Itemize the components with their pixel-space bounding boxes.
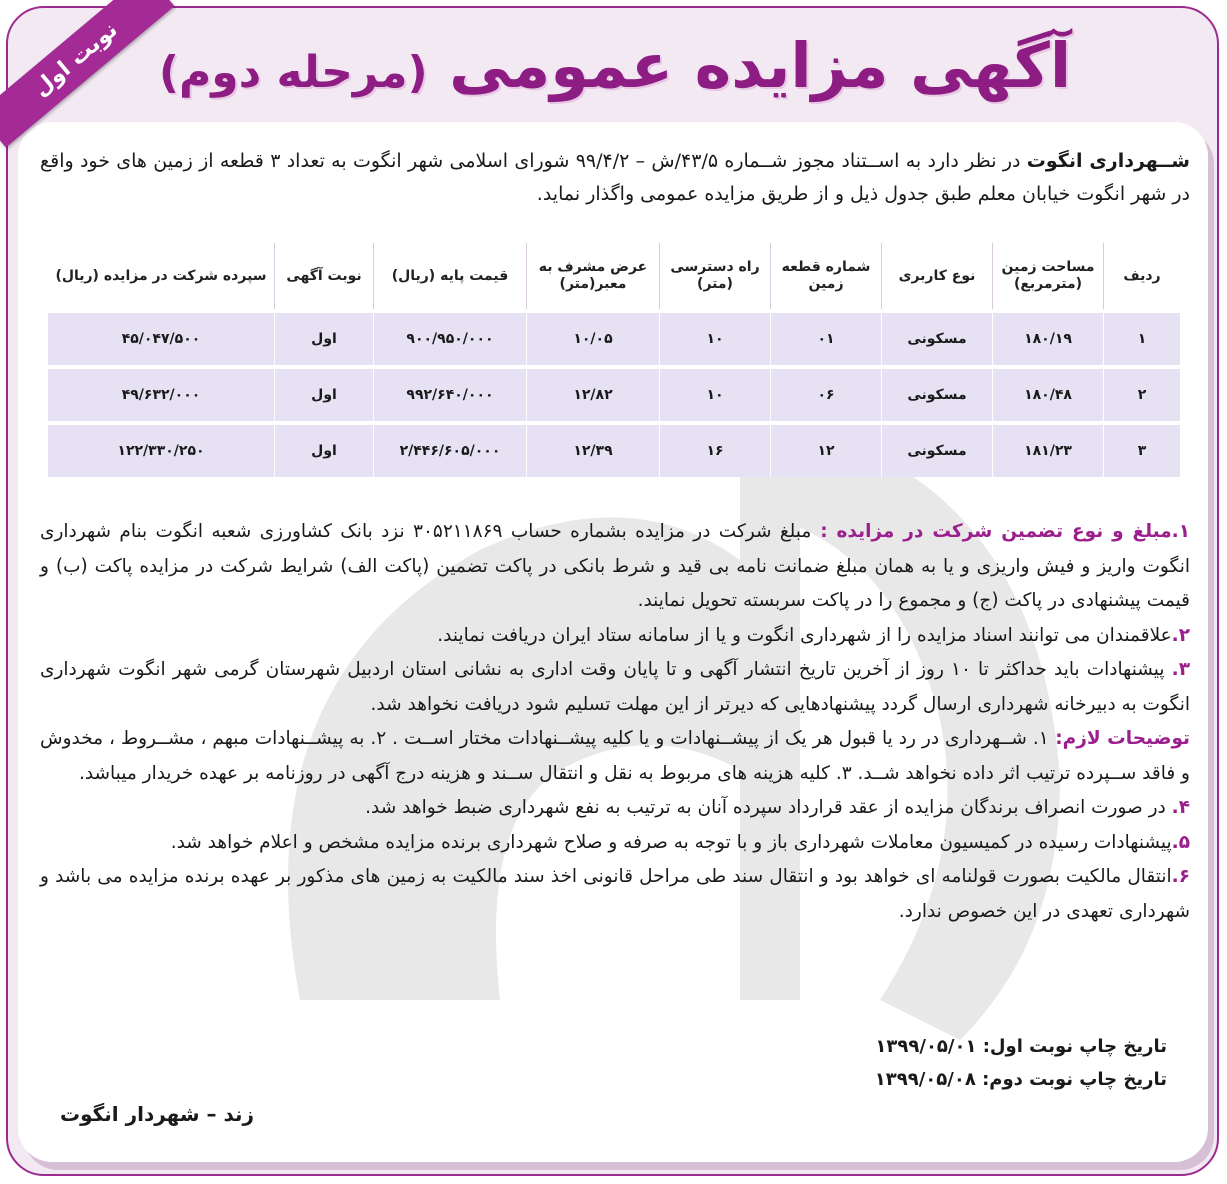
col-access-road: راه دسترسی (متر) — [659, 243, 770, 309]
col-row: ردیف — [1103, 243, 1180, 309]
cell: ۹۰۰/۹۵۰/۰۰۰ — [373, 309, 526, 365]
cell: ۴۵/۰۴۷/۵۰۰ — [48, 309, 274, 365]
intro-text: در نظر دارد به اســتناد مجوز شــماره ۴۳/۵/ش – ۹۹/۴/۲ شورای اسلامی شهر انگوت به تعداد ۳ قطعه از زمین های خود واقع در شهر انگوت خیابان معلم طبق جدول ذیل و از طریق مزایده عمومی واگذار نماید. — [40, 150, 1190, 205]
notes-text: ۱. شــهرداری در رد یا قبول هر یک از پیشــنهادات و یا کلیه پیشــنهادات مختار اســت . ۲. به پیشــنهادات مبهم ، مشــروط ، مخدوش و فاقد ســپرده ترتیب اثر داده نخواهد شــد. ۳. کلیه هزینه های مربوط به نقل و انتقال ســند و هزینه درج آگهی در روزنامه بر عهده خریدار میباشد. — [40, 728, 1190, 784]
cell: ۱۸۰/۱۹ — [992, 309, 1103, 365]
col-base-price: قیمت پایه (ریال) — [373, 243, 526, 309]
cell: ۱۲/۸۲ — [526, 365, 659, 421]
intro-paragraph — [40, 145, 1190, 211]
date-second-print: تاریخ چاپ نوبت دوم: ۱۳۹۹/۰۵/۰۸ — [874, 1069, 1167, 1090]
cell: ۴۹/۶۳۲/۰۰۰ — [48, 365, 274, 421]
cell: ۱ — [1103, 309, 1180, 365]
land-table — [48, 243, 1180, 477]
publication-dates — [875, 1030, 1167, 1096]
clause-6 — [40, 860, 1190, 929]
notes — [40, 722, 1190, 791]
cell: ۱۲ — [770, 421, 881, 477]
col-frontage: عرض مشرف به معبر(متر) — [526, 243, 659, 309]
clause-3 — [40, 653, 1190, 722]
page-title — [150, 18, 1080, 114]
table-row — [48, 309, 1180, 365]
cell: ۱۰/۰۵ — [526, 309, 659, 365]
clause-1 — [40, 515, 1190, 619]
cell: ۹۹۲/۶۴۰/۰۰۰ — [373, 365, 526, 421]
col-area: مساحت زمین (مترمربع) — [992, 243, 1103, 309]
cell: ۲ — [1103, 365, 1180, 421]
clause-2 — [40, 619, 1190, 654]
clause-5 — [40, 826, 1190, 861]
clause-4-number: ۴. — [1171, 797, 1190, 818]
cell: اول — [274, 421, 373, 477]
clause-2-number: ۲. — [1171, 624, 1190, 646]
cell: ۱۰ — [659, 309, 770, 365]
cell: اول — [274, 365, 373, 421]
col-round: نوبت آگهی — [274, 243, 373, 309]
notes-heading: توضیحات لازم: — [1048, 728, 1191, 749]
terms-section — [40, 515, 1190, 929]
clause-3-text: پیشنهادات باید حداکثر تا ۱۰ روز از آخرین تاریخ انتشار آگهی و تا پایان وقت اداری به نشانی استان اردبیل شهرستان گرمی شهر انگوت شهرداری انگوت به دبیرخانه شهرداری ارسال گردد پیشنهادهایی که دیرتر از این مهلت تسلیم شود دریافت نخواهد شد. — [40, 659, 1190, 715]
clause-6-text: انتقال مالکیت بصورت قولنامه ای خواهد بود و انتقال سند طی مراحل قانونی اخذ سند مالکیت به زمین های مذکور بر عهده برنده مزایده می باشد و شهرداری تعهدی در این خصوص ندارد. — [40, 866, 1190, 922]
cell: ۱۸۰/۴۸ — [992, 365, 1103, 421]
clause-1-text: مبلغ شرکت در مزایده بشماره حساب ۳۰۵۲۱۱۸۶۹ نزد بانک کشاورزی شعبه انگوت بنام شهرداری انگوت واریز و فیش واریزی و یا به همان مبلغ ضمانت نامه بی قید و شرط بانکی در پاکت تضمین (پاکت الف) شرایط شرکت در مزایده پاکت (ب) و قیمت پیشنهادی در پاکت (ج) و مجموع را در پاکت سربسته تحویل نمایند. — [40, 521, 1190, 611]
col-deposit: سپرده شرکت در مزایده (ریال) — [48, 243, 274, 309]
signature: زند – شهردار انگوت — [60, 1102, 255, 1126]
date-first-print: تاریخ چاپ نوبت اول: ۱۳۹۹/۰۵/۰۱ — [875, 1036, 1167, 1057]
title-main: آگهی مزایده عمومی — [449, 29, 1072, 102]
cell: مسکونی — [881, 365, 992, 421]
organization-name: شــهرداری انگوت — [1026, 150, 1190, 172]
col-plot-number: شماره قطعه زمین — [770, 243, 881, 309]
cell: ۱۶ — [659, 421, 770, 477]
clause-5-number: ۵. — [1171, 831, 1190, 853]
cell: ۲/۴۴۶/۶۰۵/۰۰۰ — [373, 421, 526, 477]
clause-5-text: پیشنهادات رسیده در کمیسیون معاملات شهرداری باز و با توجه به صرفه و صلاح شهرداری برنده مزایده مشخص و اعلام خواهد شد. — [170, 831, 1172, 853]
clause-4-text: در صورت انصراف برندگان مزایده از عقد قرارداد سپرده آنان به ترتیب به نفع شهرداری ضبط خواهد شد. — [365, 797, 1172, 818]
clause-2-text: علاقمندان می توانند اسناد مزایده را از شهرداری انگوت و یا از سامانه ستاد ایران دریافت نمایند. — [437, 624, 1172, 646]
cell: ۱۸۱/۲۳ — [992, 421, 1103, 477]
cell: ۰۶ — [770, 365, 881, 421]
cell: ۳ — [1103, 421, 1180, 477]
cell: مسکونی — [881, 309, 992, 365]
cell: ۱۲/۳۹ — [526, 421, 659, 477]
clause-3-number: ۳. — [1171, 659, 1190, 680]
clause-1-heading: ۱.مبلغ و نوع تضمین شرکت در مزایده : — [811, 521, 1190, 542]
table-header-row — [48, 243, 1180, 309]
cell: اول — [274, 309, 373, 365]
cell: ۰۱ — [770, 309, 881, 365]
cell: ۱۲۲/۳۳۰/۲۵۰ — [48, 421, 274, 477]
table-row — [48, 421, 1180, 477]
clause-4 — [40, 791, 1190, 826]
title-stage: (مرحله دوم) — [158, 47, 428, 98]
clause-6-number: ۶. — [1171, 866, 1190, 887]
cell: مسکونی — [881, 421, 992, 477]
cell: ۱۰ — [659, 365, 770, 421]
ribbon-first-round: نوبت اول — [0, 0, 174, 148]
table-row — [48, 365, 1180, 421]
col-usage: نوع کاربری — [881, 243, 992, 309]
